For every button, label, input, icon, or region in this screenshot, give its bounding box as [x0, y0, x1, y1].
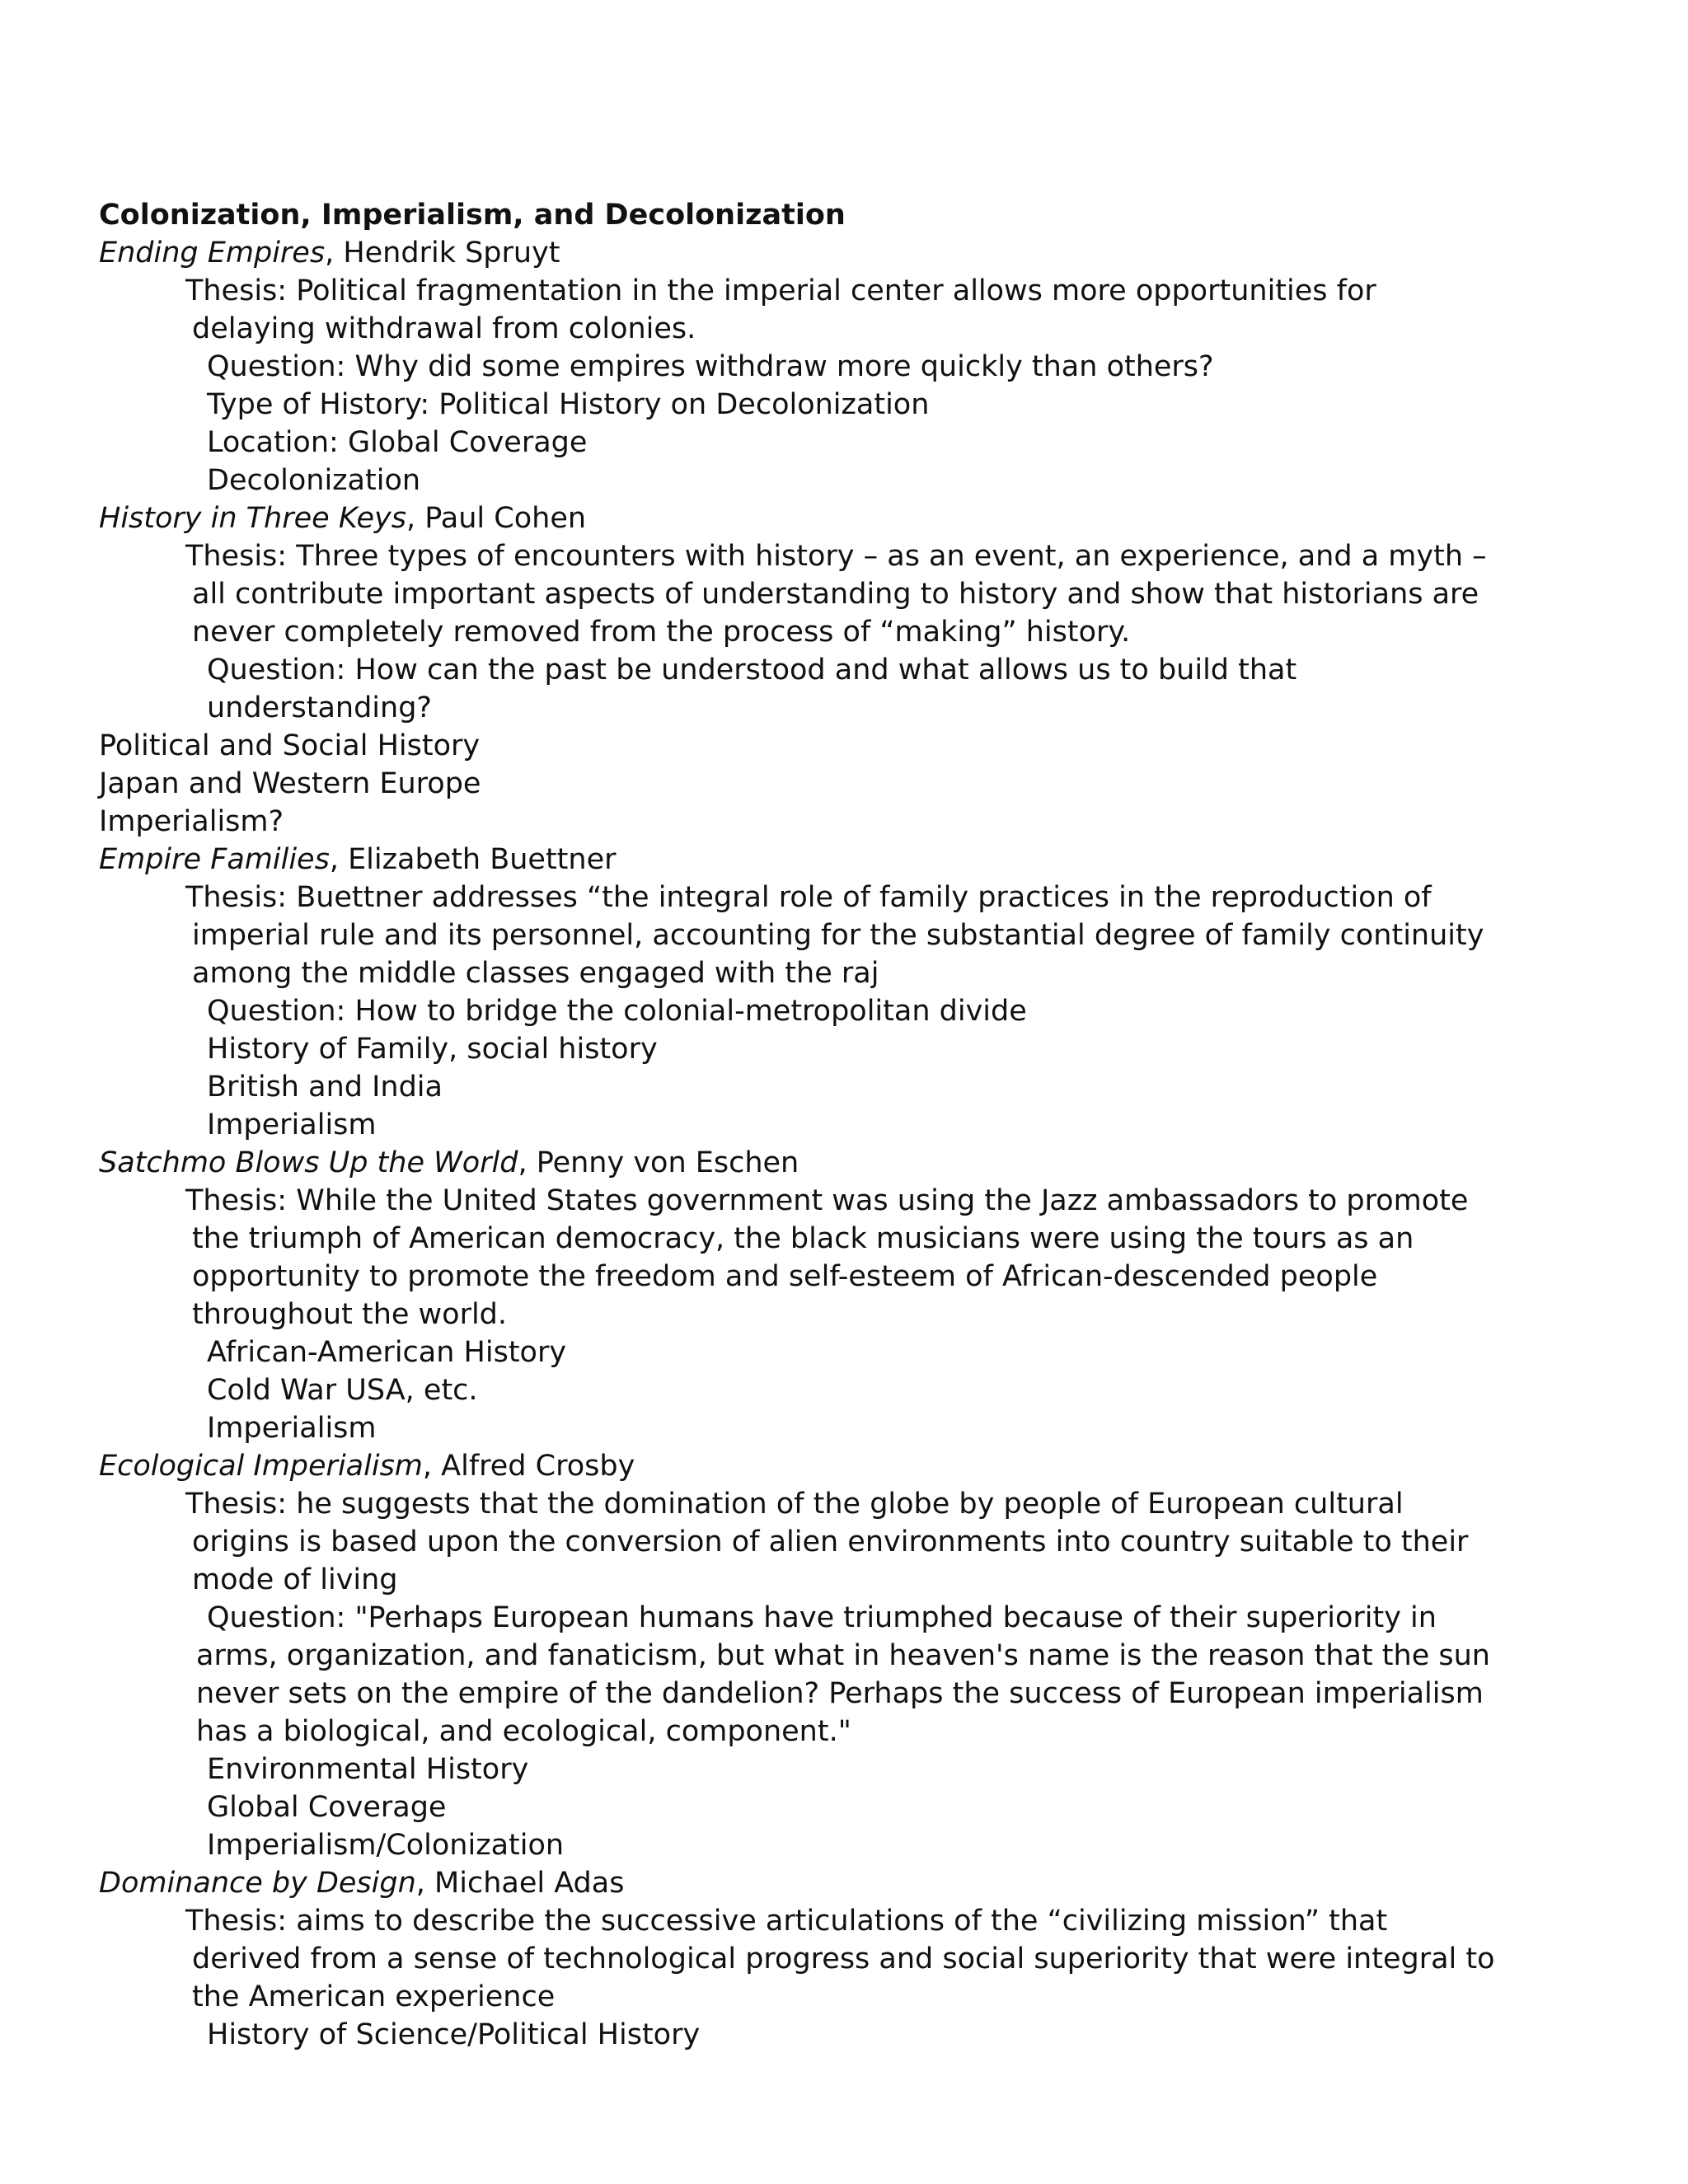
book-title: Satchmo Blows Up the World: [99, 1146, 518, 1179]
book-title: Dominance by Design: [99, 1867, 416, 1900]
research-question: Question: "Perhaps European humans have triumphed because of their superiority in arms, organization, and fanaticism, but what in heaven's name is the reason that the sun never sets on the empire of the dandelion? Perhaps the success of European imperialism has a biological, and ecological, component.": [196, 1601, 1490, 1748]
thesis-text: Thesis: Political fragmentation in the imperial center allows more opportunities for delaying withdrawal from colonies.: [185, 274, 1376, 345]
history-type: Type of History: Political History on Decolonization: [207, 388, 930, 421]
history-type: History of Science/Political History: [207, 2018, 701, 2051]
document-page: [99, 196, 1500, 2054]
thesis-text: Thesis: Three types of encounters with history – as an event, an experience, and a myth – all contribute important aspects of understanding to history and show that historians are never completely removed from the process of “making” history.: [185, 540, 1487, 649]
topic: Imperialism/Colonization: [207, 1829, 565, 1862]
history-type: History of Family, social history: [207, 1033, 658, 1066]
research-question: Question: Why did some empires withdraw more quickly than others?: [207, 350, 1214, 383]
history-type: Environmental History: [207, 1753, 529, 1786]
thesis-text: Thesis: he suggests that the domination of the globe by people of European cultural origins is based upon the conversion of alien environments into country suitable to their mode of living: [185, 1488, 1469, 1596]
book-title: Ending Empires: [99, 237, 326, 269]
book-author: , Paul Cohen: [406, 502, 587, 535]
book-author: , Alfred Crosby: [422, 1450, 635, 1483]
research-question: Question: How to bridge the colonial-metropolitan divide: [207, 995, 1027, 1028]
thesis-text: Thesis: Buettner addresses “the integral role of family practices in the reproduction of imperial rule and its personnel, accounting for the substantial degree of family continuity among the middle classes engaged with the raj: [185, 881, 1484, 990]
thesis-text: Thesis: While the United States government was using the Jazz ambassadors to promote the triumph of American democracy, the black musicians were using the tours as an opportunity to promote the freedom and self-esteem of African-descended people throughout the world.: [185, 1184, 1469, 1331]
thesis-text: Thesis: aims to describe the successive articulations of the “civilizing mission” that derived from a sense of technological progress and social superiority that were integral to the American experience: [185, 1905, 1495, 2013]
book-entry-title: [99, 1144, 1500, 1182]
book-entry-title: [99, 841, 1500, 879]
location: British and India: [207, 1071, 443, 1104]
book-title: Empire Families: [99, 843, 330, 876]
book-entry-title: [99, 1864, 1500, 1902]
topic: Imperialism?: [99, 805, 284, 838]
book-entry-title: [99, 1447, 1500, 1485]
history-type: Political and Social History: [99, 729, 481, 762]
section-heading: Colonization, Imperialism, and Decolonization: [99, 199, 846, 232]
topic: Imperialism: [207, 1108, 377, 1141]
book-author: , Michael Adas: [415, 1867, 625, 1900]
book-author: , Elizabeth Buettner: [329, 843, 617, 876]
history-type: African-American History: [207, 1336, 567, 1369]
book-entry-title: [99, 499, 1500, 537]
location: Location: Global Coverage: [207, 426, 588, 459]
book-title: Ecological Imperialism: [99, 1450, 423, 1483]
topic: Imperialism: [207, 1412, 377, 1445]
book-author: , Penny von Eschen: [518, 1146, 799, 1179]
book-entry-title: [99, 234, 1500, 272]
research-question: Question: How can the past be understood and what allows us to build that understanding?: [207, 654, 1297, 724]
book-author: , Hendrik Spruyt: [325, 237, 560, 269]
location: Japan and Western Europe: [99, 767, 481, 800]
location: Cold War USA, etc.: [207, 1374, 478, 1407]
location: Global Coverage: [207, 1791, 447, 1824]
book-title: History in Three Keys: [99, 502, 407, 535]
topic: Decolonization: [207, 464, 421, 497]
